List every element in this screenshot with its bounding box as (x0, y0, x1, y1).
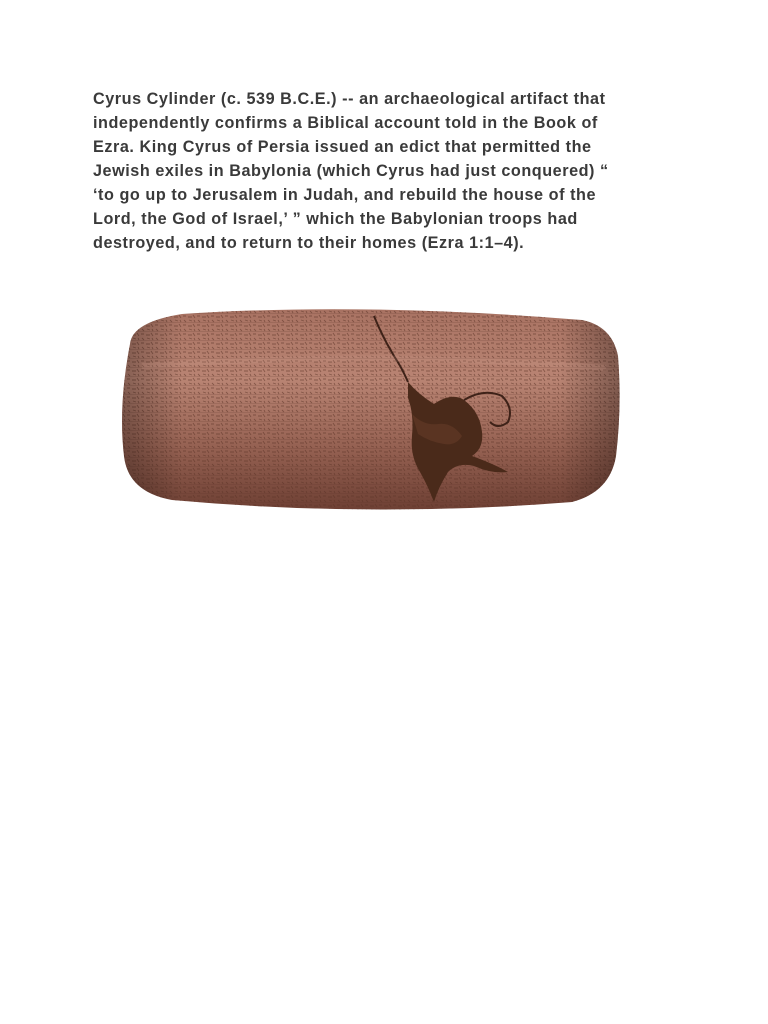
cyrus-cylinder-image (112, 296, 624, 522)
caption-paragraph (93, 87, 683, 255)
caption-line: Lord, the God of Israel,’ ” which the Babylonian troops had (93, 210, 578, 228)
caption-line: Jewish exiles in Babylonia (which Cyrus had just conquered) “ (93, 162, 609, 180)
caption-line: ‘to go up to Jerusalem in Judah, and rebuild the house of the (93, 186, 597, 204)
caption-line: independently confirms a Biblical account told in the Book of (93, 114, 598, 132)
caption-line: destroyed, and to return to their homes (Ezra 1:1–4). (93, 234, 525, 252)
caption-line: Ezra. King Cyrus of Persia issued an edict that permitted the (93, 138, 592, 156)
caption-line: Cyrus Cylinder (c. 539 B.C.E.) -- an archaeological artifact that (93, 90, 606, 108)
clay-cylinder-icon (112, 296, 624, 522)
